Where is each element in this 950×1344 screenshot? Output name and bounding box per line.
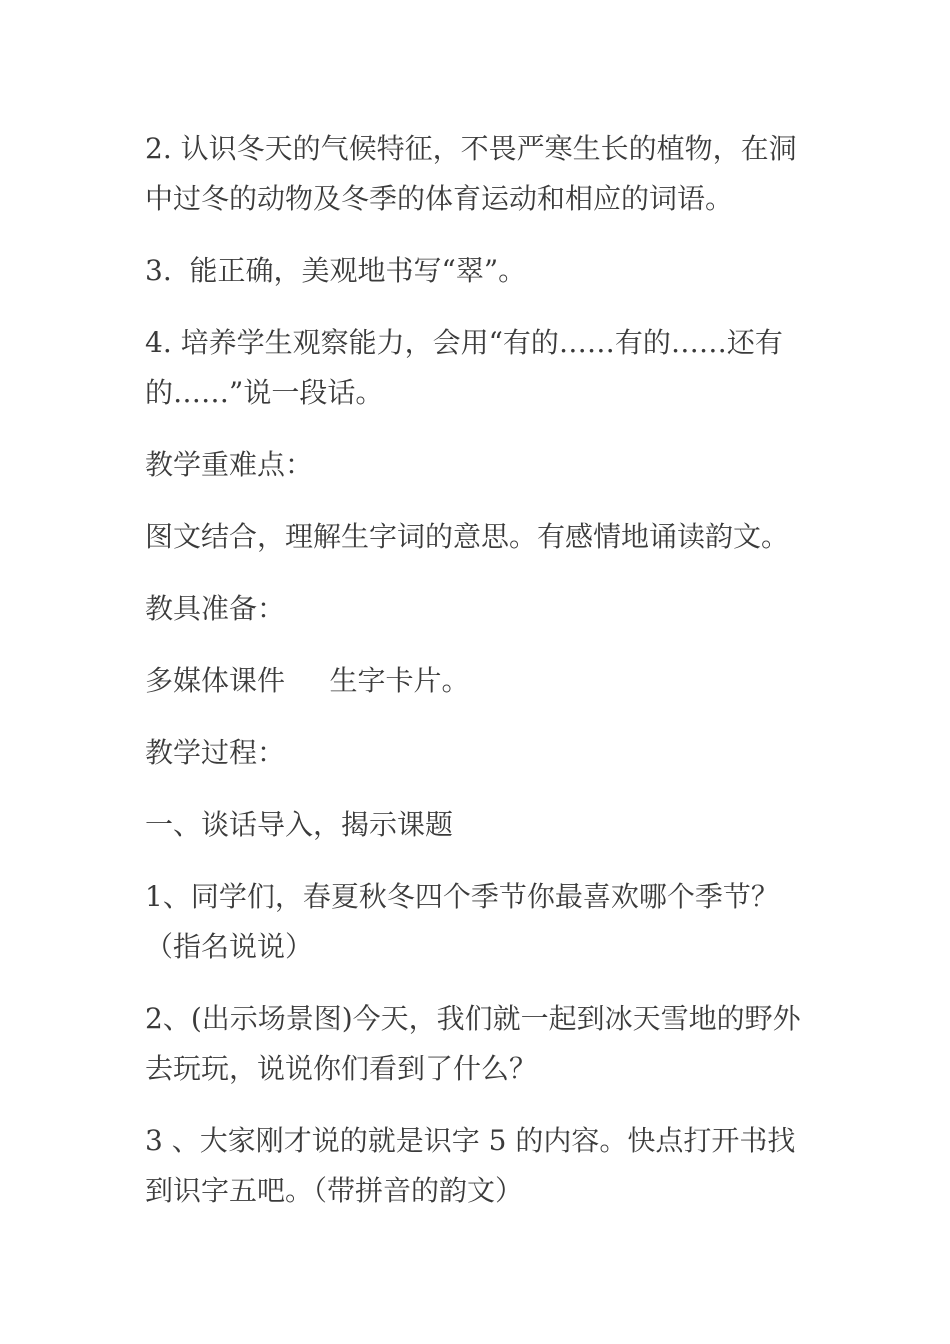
step-1: 1、同学们，春夏秋冬四个季节你最喜欢哪个季节？（指名说说）: [145, 880, 779, 963]
process-heading: 教学过程：: [145, 736, 286, 769]
materials-heading: 教具准备：: [145, 592, 286, 625]
step-3: 3 、大家刚才说的就是识字 5 的内容。快点打开书找到识字五吧。（带拼音的韵文）: [145, 1124, 796, 1207]
objective-4: 4. 培养学生观察能力，会用“有的……有的……还有的……”说一段话。: [145, 326, 783, 409]
step-2: 2、(出示场景图)今天，我们就一起到冰天雪地的野外去玩玩，说说你们看到了什么？: [145, 1002, 801, 1085]
materials-text: 多媒体课件 生字卡片。: [145, 664, 470, 697]
document-body: [145, 124, 813, 1238]
objective-3: 3. 能正确，美观地书写“翠”。: [145, 254, 527, 287]
key-points-text: 图文结合，理解生字词的意思。有感情地诵读韵文。: [145, 520, 790, 553]
objective-2: 2. 认识冬天的气候特征，不畏严寒生长的植物，在洞中过冬的动物及冬季的体育运动和相应的词语。: [145, 132, 797, 215]
section-1-heading: 一、谈话导入，揭示课题: [145, 808, 454, 841]
key-points-heading: 教学重难点：: [145, 448, 314, 481]
